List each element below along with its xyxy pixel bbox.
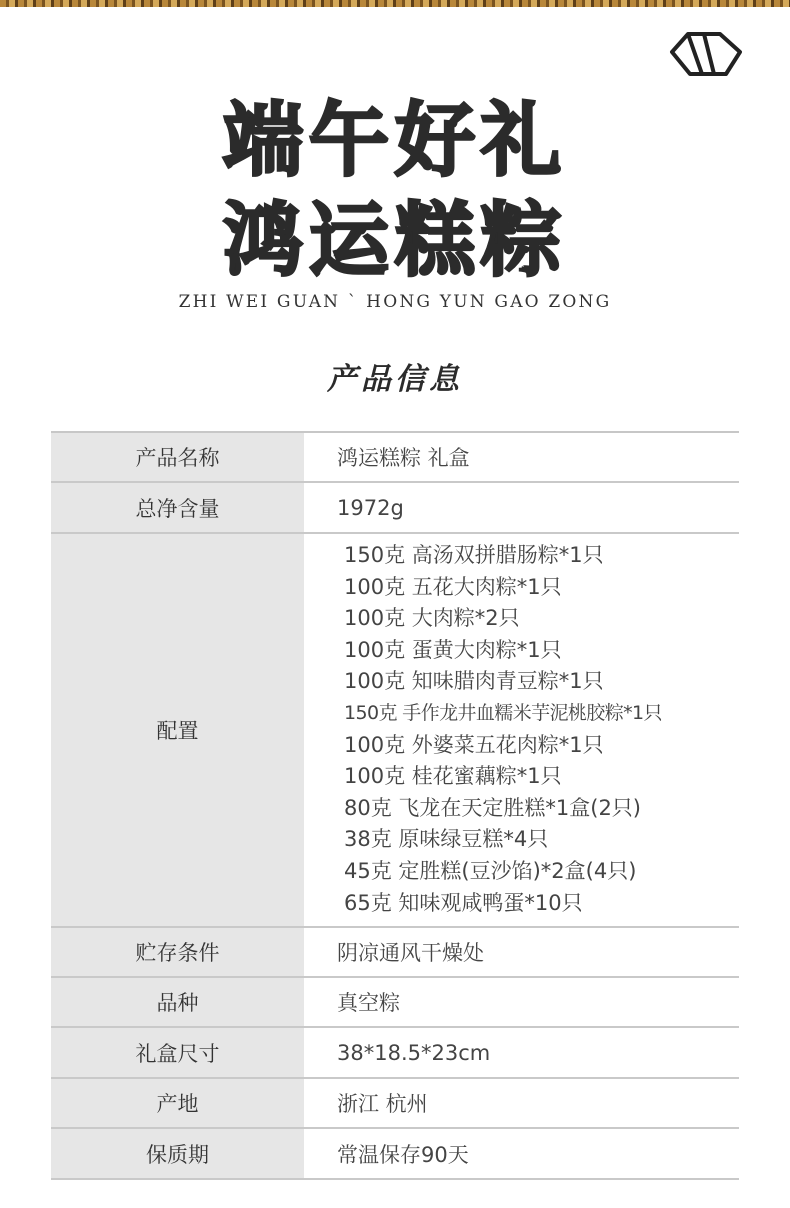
config-item: 65克 知味观咸鸭蛋*10只 <box>344 890 583 915</box>
table-row-configuration <box>51 534 739 928</box>
value-variety: 真空粽 <box>337 991 400 1015</box>
table-row-box-size <box>51 1028 739 1079</box>
label-net-weight: 总净含量 <box>51 483 304 532</box>
label-shelf-life: 保质期 <box>51 1129 304 1178</box>
label-configuration: 配置 <box>51 534 304 926</box>
config-item: 150克 手作龙井血糯米芋泥桃胶粽*1只 <box>344 701 662 724</box>
zongzi-outline-icon <box>668 26 744 78</box>
config-item: 100克 外婆菜五花肉粽*1只 <box>344 732 604 757</box>
value-product-name: 鸿运糕粽 礼盒 <box>337 446 470 470</box>
value-shelf-life: 常温保存90天 <box>337 1142 469 1167</box>
value-box-size: 38*18.5*23cm <box>337 1040 491 1065</box>
product-info-table <box>51 431 739 1180</box>
config-item: 100克 蛋黄大肉粽*1只 <box>344 637 562 662</box>
table-row-origin <box>51 1079 739 1129</box>
value-origin: 浙江 杭州 <box>337 1092 428 1116</box>
config-item: 100克 桂花蜜藕粽*1只 <box>344 764 562 789</box>
label-box-size: 礼盒尺寸 <box>51 1028 304 1077</box>
subtitle: ZHI WEI GUAN ` HONG YUN GAO ZONG <box>178 292 612 312</box>
value-storage: 阴凉通风干燥处 <box>337 941 484 965</box>
config-item: 100克 五花大肉粽*1只 <box>344 574 562 599</box>
config-item: 38克 原味绿豆糕*4只 <box>344 827 549 852</box>
config-item: 100克 知味腊肉青豆粽*1只 <box>344 669 604 694</box>
label-product-name: 产品名称 <box>51 433 304 481</box>
main-title-line-1: 端午好礼 <box>223 93 567 187</box>
config-item: 45克 定胜糕(豆沙馅)*2盒(4只) <box>344 858 637 883</box>
table-row-storage <box>51 928 739 978</box>
configuration-list <box>304 534 662 926</box>
section-title: 产品信息 <box>327 362 463 397</box>
main-title-line-2: 鸿运糕粽 <box>223 193 567 287</box>
value-net-weight: 1972g <box>337 495 404 520</box>
config-item: 80克 飞龙在天定胜糕*1盒(2只) <box>344 795 642 820</box>
table-row-variety <box>51 978 739 1028</box>
label-variety: 品种 <box>51 978 304 1026</box>
label-storage: 贮存条件 <box>51 928 304 976</box>
table-row-shelf-life <box>51 1129 739 1180</box>
config-item: 100克 大肉粽*2只 <box>344 606 520 631</box>
decorative-top-strip <box>0 0 790 7</box>
table-row-product-name <box>51 433 739 483</box>
config-item: 150克 高汤双拼腊肠粽*1只 <box>344 543 604 567</box>
table-row-net-weight <box>51 483 739 534</box>
label-origin: 产地 <box>51 1079 304 1127</box>
